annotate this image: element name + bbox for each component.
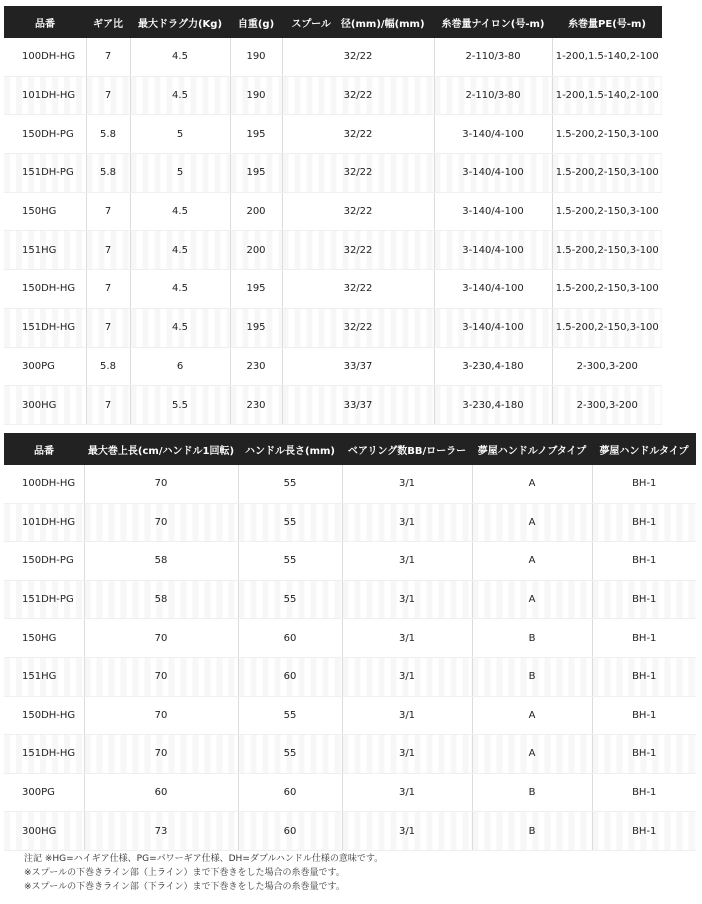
column-header: ハンドル長さ(mm) [238, 433, 342, 465]
table-cell: 70 [84, 503, 238, 542]
table-cell: BH-1 [592, 812, 696, 851]
table-cell: A [472, 580, 592, 619]
table-cell: BH-1 [592, 696, 696, 735]
model-cell: 150DH-HG [4, 696, 84, 735]
model-cell: 101DH-HG [4, 503, 84, 542]
model-cell: 150HG [4, 192, 86, 231]
table-cell: 200 [230, 231, 282, 270]
table-row [4, 347, 662, 386]
table-row [4, 735, 696, 774]
table-cell: 1.5-200,2-150,3-100 [552, 270, 662, 309]
table-cell: 195 [230, 115, 282, 154]
footnotes [24, 852, 383, 894]
table-cell: 3/1 [342, 773, 472, 812]
table-cell: 2-300,3-200 [552, 386, 662, 425]
table-cell: 3/1 [342, 465, 472, 503]
column-header: 品番 [4, 6, 86, 38]
table-cell: 70 [84, 735, 238, 774]
model-cell: 151HG [4, 231, 86, 270]
table-cell: 4.5 [130, 270, 230, 309]
table-cell: B [472, 657, 592, 696]
table-cell: 4.5 [130, 76, 230, 115]
table-cell: BH-1 [592, 773, 696, 812]
table-cell: 60 [84, 773, 238, 812]
table-cell: 5.5 [130, 386, 230, 425]
table-cell: 60 [238, 619, 342, 658]
model-cell: 150DH-PG [4, 542, 84, 581]
table-cell: 2-110/3-80 [434, 38, 552, 76]
column-header: 品番 [4, 433, 84, 465]
table-cell: 195 [230, 154, 282, 193]
table-cell: 200 [230, 192, 282, 231]
table-cell: 5 [130, 115, 230, 154]
table-cell: 1.5-200,2-150,3-100 [552, 192, 662, 231]
model-cell: 150HG [4, 619, 84, 658]
column-header: 糸巻量ナイロン(号-m) [434, 6, 552, 38]
table-cell: 3/1 [342, 696, 472, 735]
table-row [4, 308, 662, 347]
table-cell: B [472, 773, 592, 812]
spec-table-1 [4, 6, 662, 425]
table-cell: 2-300,3-200 [552, 347, 662, 386]
table-row [4, 465, 696, 503]
table-cell: 60 [238, 812, 342, 851]
table-cell: 3-140/4-100 [434, 270, 552, 309]
footnote: ※スプールの下巻きライン部（下ライン）まで下巻きをした場合の糸巻量です。 [24, 882, 345, 892]
column-header: ギア比 [86, 6, 130, 38]
table-cell: 3/1 [342, 619, 472, 658]
table-cell: 55 [238, 580, 342, 619]
table-cell: A [472, 503, 592, 542]
model-cell: 300HG [4, 386, 86, 425]
table-cell: 195 [230, 308, 282, 347]
table-row [4, 812, 696, 851]
table-cell: 4.5 [130, 231, 230, 270]
table-cell: B [472, 619, 592, 658]
table-cell: 60 [238, 657, 342, 696]
table-cell: 3/1 [342, 657, 472, 696]
table-cell: 32/22 [282, 115, 434, 154]
model-cell: 151DH-HG [4, 308, 86, 347]
table-row [4, 619, 696, 658]
table-cell: 32/22 [282, 38, 434, 76]
table-cell: BH-1 [592, 619, 696, 658]
table-row [4, 503, 696, 542]
table-row [4, 542, 696, 581]
table-cell: 5 [130, 154, 230, 193]
table-cell: 73 [84, 812, 238, 851]
model-cell: 150DH-PG [4, 115, 86, 154]
table-cell: 55 [238, 696, 342, 735]
table-cell: 3-140/4-100 [434, 231, 552, 270]
model-cell: 151HG [4, 657, 84, 696]
table-cell: 1.5-200,2-150,3-100 [552, 231, 662, 270]
table-header-row [4, 6, 662, 38]
table-cell: BH-1 [592, 503, 696, 542]
model-cell: 100DH-HG [4, 38, 86, 76]
table-cell: BH-1 [592, 735, 696, 774]
table-row [4, 154, 662, 193]
column-header: 最大ドラグ力(Kg) [130, 6, 230, 38]
table-cell: 230 [230, 386, 282, 425]
table-cell: BH-1 [592, 580, 696, 619]
table-cell: 195 [230, 270, 282, 309]
table-cell: 7 [86, 386, 130, 425]
table-cell: 32/22 [282, 76, 434, 115]
column-header: 自重(g) [230, 6, 282, 38]
table-cell: B [472, 812, 592, 851]
model-cell: 300PG [4, 773, 84, 812]
table-cell: 1-200,1.5-140,2-100 [552, 38, 662, 76]
table-row [4, 270, 662, 309]
table-cell: 7 [86, 192, 130, 231]
table-cell: 1.5-200,2-150,3-100 [552, 154, 662, 193]
table-cell: BH-1 [592, 542, 696, 581]
table-cell: 70 [84, 465, 238, 503]
table-cell: 7 [86, 231, 130, 270]
column-header: 夢屋ハンドルタイプ [592, 433, 696, 465]
table-cell: 3/1 [342, 580, 472, 619]
table-cell: BH-1 [592, 465, 696, 503]
footnote: ※スプールの下巻きライン部（上ライン）まで下巻きをした場合の糸巻量です。 [24, 868, 345, 878]
column-header: 夢屋ハンドルノブタイプ [472, 433, 592, 465]
column-header: 最大巻上長(cm/ハンドル1回転) [84, 433, 238, 465]
table-cell: 3-140/4-100 [434, 115, 552, 154]
table-row [4, 580, 696, 619]
table-cell: 2-110/3-80 [434, 76, 552, 115]
footnote: 注記 ※HG=ハイギア仕様、PG=パワーギア仕様、DH=ダブルハンドル仕様の意味です。 [24, 854, 384, 864]
table-cell: 1.5-200,2-150,3-100 [552, 308, 662, 347]
table-cell: 5.8 [86, 115, 130, 154]
table-cell: A [472, 542, 592, 581]
table-cell: 7 [86, 76, 130, 115]
table-cell: 5.8 [86, 154, 130, 193]
table-cell: A [472, 696, 592, 735]
table-cell: 32/22 [282, 308, 434, 347]
model-cell: 151DH-HG [4, 735, 84, 774]
table-cell: 55 [238, 503, 342, 542]
table-cell: 32/22 [282, 154, 434, 193]
table-cell: 32/22 [282, 231, 434, 270]
table-cell: 3-230,4-180 [434, 347, 552, 386]
table-cell: 55 [238, 465, 342, 503]
table-cell: 33/37 [282, 347, 434, 386]
table-cell: BH-1 [592, 657, 696, 696]
table-cell: 70 [84, 657, 238, 696]
table-header-row [4, 433, 696, 465]
table-cell: 33/37 [282, 386, 434, 425]
table-cell: 58 [84, 580, 238, 619]
table-row [4, 696, 696, 735]
table-cell: 3-140/4-100 [434, 308, 552, 347]
model-cell: 300PG [4, 347, 86, 386]
table-cell: A [472, 465, 592, 503]
table-cell: 70 [84, 696, 238, 735]
table-row [4, 231, 662, 270]
table-cell: A [472, 735, 592, 774]
table-cell: 4.5 [130, 308, 230, 347]
table-cell: 5.8 [86, 347, 130, 386]
table-cell: 4.5 [130, 38, 230, 76]
table-cell: 190 [230, 38, 282, 76]
table-cell: 3/1 [342, 542, 472, 581]
table-cell: 32/22 [282, 192, 434, 231]
model-cell: 151DH-PG [4, 580, 84, 619]
table-cell: 6 [130, 347, 230, 386]
table-row [4, 386, 662, 425]
table-cell: 32/22 [282, 270, 434, 309]
table-cell: 70 [84, 619, 238, 658]
table-cell: 3-140/4-100 [434, 192, 552, 231]
table-cell: 7 [86, 308, 130, 347]
table-cell: 190 [230, 76, 282, 115]
table-cell: 7 [86, 38, 130, 76]
table-cell: 1-200,1.5-140,2-100 [552, 76, 662, 115]
table-cell: 1.5-200,2-150,3-100 [552, 115, 662, 154]
table-cell: 3/1 [342, 735, 472, 774]
table-cell: 230 [230, 347, 282, 386]
table-cell: 3-230,4-180 [434, 386, 552, 425]
table-cell: 55 [238, 542, 342, 581]
model-cell: 151DH-PG [4, 154, 86, 193]
model-cell: 150DH-HG [4, 270, 86, 309]
spec-table-2 [4, 433, 696, 851]
table-row [4, 115, 662, 154]
table-cell: 3-140/4-100 [434, 154, 552, 193]
table-cell: 60 [238, 773, 342, 812]
table-cell: 3/1 [342, 812, 472, 851]
table-cell: 7 [86, 270, 130, 309]
column-header: ベアリング数BB/ローラー [342, 433, 472, 465]
table-cell: 58 [84, 542, 238, 581]
table-row [4, 773, 696, 812]
table-row [4, 38, 662, 76]
model-cell: 100DH-HG [4, 465, 84, 503]
model-cell: 101DH-HG [4, 76, 86, 115]
table-row [4, 192, 662, 231]
column-header: スプール 径(mm)/幅(mm) [282, 6, 434, 38]
table-cell: 55 [238, 735, 342, 774]
table-row [4, 657, 696, 696]
column-header: 糸巻量PE(号-m) [552, 6, 662, 38]
model-cell: 300HG [4, 812, 84, 851]
table-row [4, 76, 662, 115]
table-cell: 4.5 [130, 192, 230, 231]
table-cell: 3/1 [342, 503, 472, 542]
